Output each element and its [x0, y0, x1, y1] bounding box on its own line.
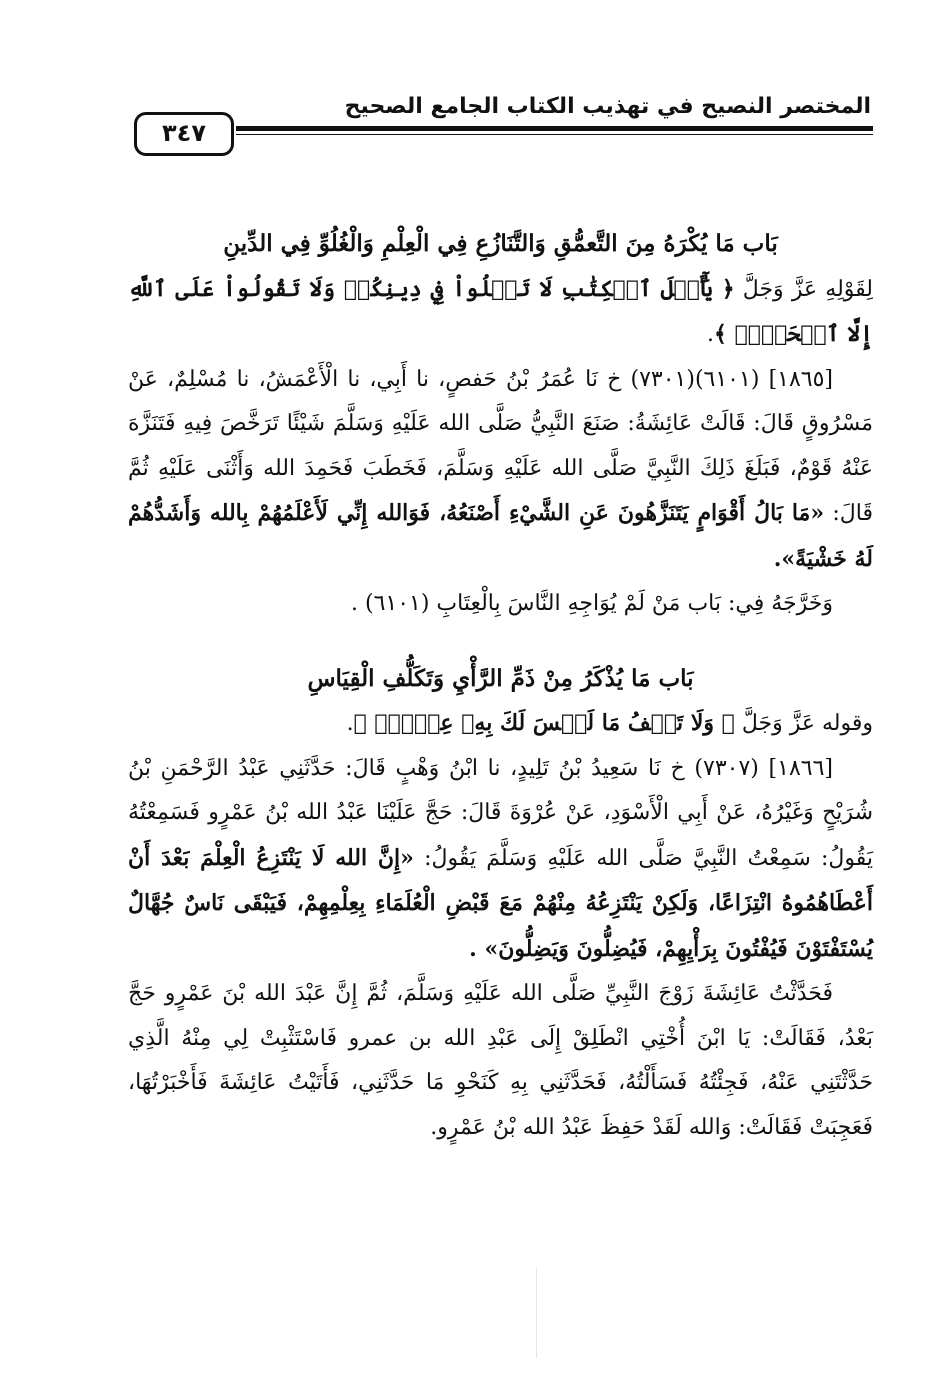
page-number: ٣٤٧ [162, 119, 206, 147]
verse-intro: وقوله عَزَّ وَجَلَّ [741, 711, 873, 736]
hadith-references: (٦١٠١)(٧٣٠١) [630, 366, 760, 392]
chapter-heading: بَاب مَا يُكْرَهُ مِنَ التَّعمُّقِ وَالتَّنَازُعِ فِي الْعِلْمِ وَالْغُلُوِّ فِي الدِّينِ [223, 230, 778, 257]
hadith-number: [١٨٦٦] [768, 755, 833, 781]
takhrij-note: وَخَرَّجَهُ فِي: بَاب مَنْ لَمْ يُوَاجِهِ النَّاسَ بِالْعِتَابِ (٦١٠١) . [350, 591, 833, 616]
running-title: المختصر النصيح في تهذيب الكتاب الجامع الصحيح [344, 94, 871, 119]
hadith-continuation: فَحَدَّثْتُ عَائِشَةَ زَوْجَ النَّبِيِّ صَلَّى الله عَلَيْهِ وَسَلَّمَ، ثُمَّ إِنَّ عَبْدَ الله بْنَ عَمْرٍو حَجَّ بَعْدُ، فَقَالَتْ: يَا ابْنَ أُخْتِي انْطَلِقْ إِلَى عَبْدِ الله بن عمرو فَاسْتَثْبِتْ لِي مِنْهُ الَّذِي حَدَّثْتَنِي عَنْهُ، فَجِئْتُهُ فَسَأَلْتُهُ، فَحَدَّثَنِي بِهِ كَنَحْوِ مَا حَدَّثَنِي، فَأَتَيْتُ عَائِشَةَ فَأَخْبَرْتُهَا، فَعَجِبَتْ فَقَالَتْ: وَالله لَقَدْ حَفِظَ عَبْدُ الله بْنُ عَمْرٍو. [128, 981, 873, 1140]
hadith-references: (٧٣٠٧) [694, 755, 759, 781]
prophetic-words: «مَا بَالُ أَقْوَامٍ يَتَنَزَّهُونَ عَنِ الشَّيْءِ أَصْنَعُهُ، فَوَالله إِنِّي لَأَعْلَمُهُمْ بِالله وَأَشَدُّهُمْ لَهُ خَشْيَةً». [128, 500, 873, 572]
quran-verse: ﴿ وَلَا تَقۡفُ مَا لَيۡسَ لَكَ بِهِۦ عِلۡمٌۚ ﴾ [353, 710, 735, 736]
quran-verse: ﴿ يَٰٓأَهۡلَ ٱلۡكِتَٰبِ لَا تَغۡلُواْ فِي دِينِكُمۡ وَلَا تَقُولُواْ عَلَى ٱللَّهِ إِلَّا ٱلۡحَقَّۚ ﴾ [128, 275, 873, 347]
header-rule-thin [236, 134, 873, 135]
hadith-text: خ نَا عُمَرُ بْنُ حَفصٍ، نا أَبِي، نا الْأَعْمَشُ، نا مُسْلِمٌ، عَنْ مَسْرُوقٍ قَالَ: قَالَتْ عَائِشَةُ: صَنَعَ النَّبِيُّ صَلَّى الله عَلَيْهِ وَسَلَّمَ شَيْئًا تَرَخَّصَ فِيهِ فَتَنَزَّهَ عَنْهُ قَوْمٌ، فَبَلَغَ ذَلِكَ النَّبِيَّ صَلَّى الله عَلَيْهِ وَسَلَّمَ، فَخَطَبَ فَحَمِدَ الله وَأَثْنَى عَلَيْهِ ثُمَّ قَالَ: [128, 366, 873, 526]
hadith-number: [١٨٦٥] [768, 366, 834, 392]
verse-end: . [346, 711, 354, 736]
header-rule [236, 126, 873, 131]
prophetic-words: «إِنَّ الله لَا يَنْتَزِعُ الْعِلْمَ بَعْدَ أَنْ أَعْطَاهُمُوهُ انْتِزَاعًا، وَلَكِنْ يَنْتَزِعُهُ مِنْهُمْ مَعَ قَبْضِ الْعُلَمَاءِ بِعِلْمِهِمْ، فَيَبْقَى نَاسٌ جُهَّالٌ يُسْتَفْتَوْنَ فَيُفْتُونَ بِرَأْيِهِمْ، فَيُضِلُّونَ وَيَضِلُّونَ» . [128, 844, 873, 962]
section-spacer [128, 627, 873, 657]
verse-intro-paragraph [128, 267, 873, 358]
verse-intro: لِقَوْلِهِ عَزَّ وَجَلَّ [742, 276, 873, 302]
hadith-text: خ نَا سَعِيدُ بْنُ تَلِيدٍ، نا ابْنُ وَهْبٍ قَالَ: حَدَّثَنِي عَبْدُ الرَّحْمَنِ بْنُ شُرَيْحٍ وَغَيْرُهُ، عَنْ أَبِي الْأَسْوَدِ، عَنْ عُرْوَةَ قَالَ: حَجَّ عَلَيْنَا عَبْدُ الله بْنُ عَمْرٍو فَسَمِعْتُهُ يَقُولُ: سَمِعْتُ النَّبِيَّ صَلَّى الله عَلَيْهِ وَسَلَّمَ يَقُولُ: [128, 755, 873, 871]
verse-end: . [707, 322, 715, 347]
chapter-heading: بَاب مَا يُذْكَرُ مِنْ ذَمِّ الرَّأْيِ وَتَكَلُّفِ الْقِيَاسِ [307, 664, 694, 692]
hadith-paragraph [128, 747, 873, 973]
scan-artifact-line [536, 1268, 537, 1358]
body-text [128, 222, 873, 1150]
hadith-paragraph [128, 358, 873, 583]
verse-intro-paragraph [128, 701, 873, 747]
